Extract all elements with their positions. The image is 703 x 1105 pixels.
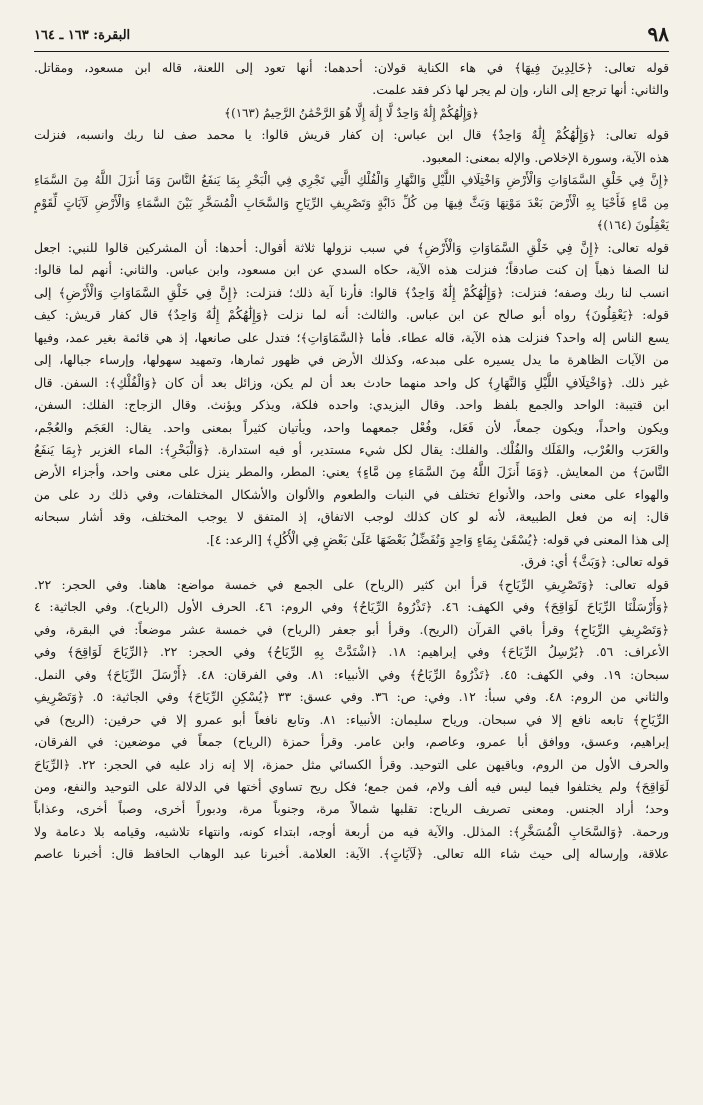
text-line: غير ذلك. ﴿وَاخْتِلَافِ اللَّيْلِ وَالنَّهَارِ﴾ كل واحد منهما حادث بعد أن لم يكن، وزائل بعد أن كان ﴿وَالْفُلْكِ﴾: السفن. قال: [34, 375, 669, 390]
text-line: انسب لنا ربك وصفه؛ فنزلت: ﴿وَإِلَٰهُكُمْ إِلَٰهٌ وَاحِدٌ﴾ قالوا: فأرنا آية ذلك؛ فنزلت: ﴿إِنَّ فِي خَلْقِ السَّمَاوَاتِ وَالْأَرْضِ﴾ إلى: [34, 285, 669, 300]
text-line: قوله تعالى: ﴿وَبَثَّ﴾ أي: فرق.: [520, 555, 669, 570]
text-line: والثاني من الروم: ٤٨. وفي سبأ: ١٢. وفي: ص: ٣٦. وفي عسق: ٣٣ ﴿يُسْكِنِ الرِّيَاحَ﴾ وفي الجاثية: ٥. ﴿وَتَصْرِيفِ: [34, 690, 669, 705]
text-line: قال: إنه من فعل الطبيعة، لأنه لو كان كذلك لوجب الاتفاق، إذ المتفق لا يوجب المختلف، وقد أشار سبحانه: [34, 510, 669, 525]
text-line: الأعراف: ٥٦. ﴿يُرْسِلُ الرِّيَاحَ﴾ وفي إبراهيم: ١٨. ﴿اشْتَدَّتْ بِهِ الرِّيَاحُ﴾ وفي الحجر: ٢٢. ﴿الرِّيَاحَ لَوَاقِحَ﴾ وفي: [34, 645, 669, 660]
text-line: قوله تعالى: ﴿إِنَّ فِي خَلْقِ السَّمَاوَاتِ وَالْأَرْضِ﴾ في سبب نزولها ثلاثة أقوال: أحدها: أن المشركين قالوا للنبي: اجعل: [34, 240, 669, 255]
text-line: ﴿وَتَصْرِيفِ الرِّيَاحِ﴾ وقرأ باقي القرآن (الريح). وقرأ أبو جعفر (الرياح) في خمسة عشر موضعاً: في البقرة، وفي: [34, 622, 669, 637]
text-line: سبحان: ١٩. وفي الكهف: ٤٥. ﴿تَذْرُوهُ الرِّيَاحُ﴾ وفي الأنبياء: ٨١. وفي الفرقان: ٤٨. ﴿أَرْسَلَ الرِّيَاحَ﴾ وفي النمل.: [34, 667, 669, 682]
text-line: الرِّيَاحِ﴾ تابعه نافع إلا في سبحان. ورياح سليمان: الأنبياء: ٨١. وتابع نافعاً أبو عمرو إلا في حرفين: (الريح) في: [34, 712, 669, 727]
page-header: [34, 20, 669, 46]
text-line: النَّاسَ﴾ من المعايش. ﴿وَمَا أَنزَلَ اللَّهُ مِنَ السَّمَاءِ مِن مَّاءٍ﴾ يعني: المطر، والمطر ينزل على معنى واحد، وأجزاء الأرض: [34, 465, 669, 480]
text-line: إبراهيم، وعسق، ووافق أبا عمرو، وعاصم، وابن عامر. وقرأ حمزة (الرياح) جمعاً في موضعين: في الفرقان،: [34, 735, 669, 750]
text-line: والعَرَب والعُرْب، والفَلَك والفُلْك. والفلك: يقال لكل شيء مستدير، أو فيه استدارة. ﴿وَالْبَحْرِ﴾: الماء الغزير ﴿بِمَا يَنفَعُ: [34, 442, 669, 457]
text-line: وحد؛ أراد الجنس. ومعنى تصريف الرياح: تقلبها شمالاً مرة، وجنوباً مرة، ودبوراً أخرى، وصباً أخرى، وعذاباً: [34, 802, 669, 817]
header-rule: [34, 51, 669, 52]
text-line: من الآيات الظاهرة ما يدل يسيره على مبدعه، وكذلك الأرض في ظهور ثمارها، وتمهيد سهولها، وإرساء جبالها، إلى: [34, 353, 669, 368]
text-line: ﴿وَإِلَٰهُكُمْ إِلَٰهٌ وَاحِدٌ لَّا إِلَٰهَ إِلَّا هُوَ الرَّحْمَٰنُ الرَّحِيمُ (١٦٣)﴾: [224, 105, 479, 120]
text-line: والحرف الأول من الروم، وباقيهن على التوحيد. وقرأ الكسائي مثل حمزة، إلا إنه زاد عليه في الحجر: ٢٢. ﴿الرِّيَاحَ: [34, 757, 669, 772]
text-line: قوله تعالى: ﴿وَتَصْرِيفِ الرِّيَاحِ﴾ قرأ ابن كثير (الرياح) على الجمع في خمسة مواضع: هاهنا. وفي الحجر: ٢٢.: [34, 577, 669, 592]
text-line: قوله تعالى: ﴿وَإِلَٰهُكُمْ إِلَٰهٌ وَاحِدٌ﴾ قال ابن عباس: إن كفار قريش قالوا: يا محمد صف لنا ربك وانسبه، فنزلت: [34, 128, 669, 143]
text-line: ﴿وَأَرْسَلْنَا الرِّيَاحَ لَوَاقِحَ﴾ وفي الكهف: ٤٦. ﴿تَذْرُوهُ الرِّيَاحُ﴾ وفي الروم: ٤٦. الحرف الأول (الرياح). وفي الجاثية: ٤: [34, 600, 669, 615]
text-line: يَعْقِلُونَ (١٦٤)﴾: [596, 218, 669, 233]
text-line: ويكون واحداً، ويكون جمعاً، لأن فَعَل، وفُعْل جمعهما واحد، ويأتيان كثيراً بمعنى واحد. يقال: العَجَم والعُجْم،: [34, 420, 669, 435]
text-line: والهواء على معنى واحد، والأنواع تختلف في النبات والطعوم والألوان والأشكال المختلفات، وفي ذلك رد على من: [34, 487, 669, 502]
text-line: إلى هذا المعنى في قوله: ﴿يُسْقَىٰ بِمَاءٍ وَاحِدٍ وَنُفَضِّلُ بَعْضَهَا عَلَىٰ بَعْضٍ فِي الْأُكُلِ﴾ [الرعد: ٤].: [206, 532, 669, 547]
text-line: قوله: ﴿يَعْقِلُونَ﴾ رواه أبو صالح عن ابن عباس. والثالث: أنه لما نزلت ﴿وَإِلَٰهُكُمْ إِلَٰهٌ وَاحِدٌ﴾ قال كفار قريش: كيف: [34, 308, 669, 323]
text-line: والثاني: أنها ترجع إلى النار، وإن لم يجر لها ذكر فقد علمت.: [372, 83, 669, 98]
text-line: ابن قتيبة: الواحد والجمع بلفظ واحد. وقال اليزيدي: واحده فلكة، ويذكر ويؤنث. وقال الزجاج: الفلك: السفن،: [34, 398, 669, 413]
text-line: ورحمة. ﴿وَالسَّحَابِ الْمُسَخَّرِ﴾: المذلل. والآية فيه من أربعة أوجه، ابتداء كونه، وانتهاء تلاشيه، وقيامه بلا دعامة ولا: [34, 824, 669, 839]
running-head: البقرة: ١٦٣ ـ ١٦٤: [34, 28, 131, 43]
text-line: هذه الآية، وسورة الإخلاص. والإله بمعنى: المعبود.: [421, 150, 669, 165]
text-line: مِن مَّاءٍ فَأَحْيَا بِهِ الْأَرْضَ بَعْدَ مَوْتِهَا وَبَثَّ فِيهَا مِن كُلِّ دَابَّةٍ وَتَصْرِيفِ الرِّيَاحِ وَالسَّحَابِ الْمُسَخَّرِ بَيْنَ السَّمَاءِ وَالْأَرْضِ لَآيَاتٍ لِّقَوْمٍ: [34, 195, 669, 210]
page-body: [34, 57, 669, 1091]
text-line: علاقة، وإرساله إلى حيث شاء الله تعالى. ﴿لَآيَاتٍ﴾. الآية: العلامة. أخبرنا عبد الوهاب الحافظ قال: أخبرنا عاصم: [34, 847, 669, 862]
text-line: ﴿إِنَّ فِي خَلْقِ السَّمَاوَاتِ وَالْأَرْضِ وَاخْتِلَافِ اللَّيْلِ وَالنَّهَارِ وَالْفُلْكِ الَّتِي تَجْرِي فِي الْبَحْرِ بِمَا يَنفَعُ النَّاسَ وَمَا أَنزَلَ اللَّهُ مِنَ السَّمَاءِ: [34, 173, 669, 188]
page-number: ٩٨: [647, 22, 669, 46]
text-line: يسع الناس إله واحد؟ فنزلت هذه الآية، قاله عطاء. فأما ﴿السَّمَاوَاتِ﴾؛ فتدل على صانعها، إذ هي قائمة بغير عمد، وفيها: [34, 330, 669, 345]
text-line: قوله تعالى: ﴿خَالِدِينَ فِيهَا﴾ في هاء الكناية قولان: أحدهما: أنها تعود إلى اللعنة، قاله ابن مسعود، ومقاتل.: [34, 61, 669, 75]
text-line: لنا الصفا ذهباً إن كنت صادقاً؛ فنزلت هذه الآية، حكاه السدي عن ابن مسعود، وابن عباس. والثاني: أنهم لما قالوا:: [34, 263, 669, 278]
text-line: لَوَاقِحَ﴾ ولم يختلفوا فيما ليس فيه ألف ولام، فمن جمع؛ فكل ريح تساوي أختها في الدلالة على التوحيد والنفع، ومن: [34, 780, 669, 794]
